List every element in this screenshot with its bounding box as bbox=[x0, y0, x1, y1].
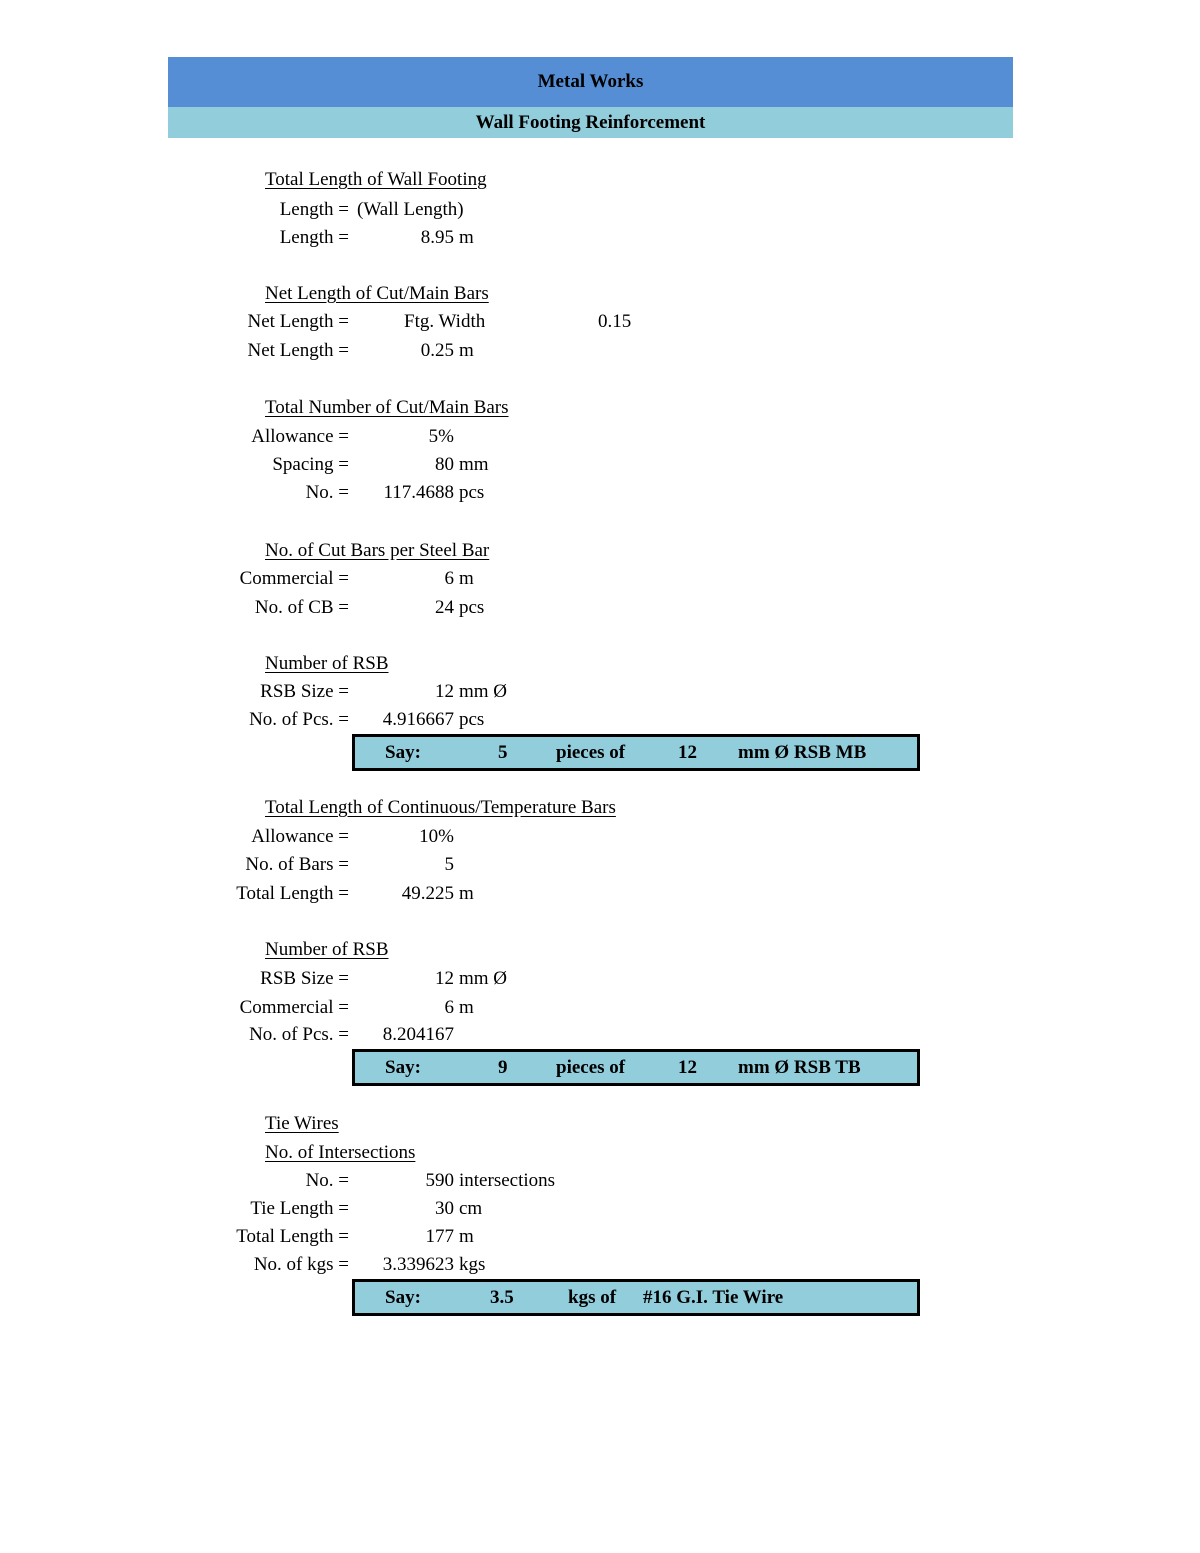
value: 0.15 bbox=[598, 311, 632, 332]
value: 8.204167 bbox=[382, 1024, 454, 1045]
label: Commercial = bbox=[239, 568, 349, 589]
unit: m bbox=[459, 568, 474, 589]
section-heading-number-of-rsb: Number of RSB bbox=[265, 653, 389, 674]
unit: intersections bbox=[459, 1170, 556, 1191]
value: 12 bbox=[435, 681, 454, 702]
label: No. of Pcs. = bbox=[249, 1024, 349, 1045]
unit: pcs bbox=[459, 709, 485, 730]
unit: m bbox=[459, 997, 474, 1018]
value: 0.25 bbox=[420, 340, 454, 361]
say-size: 12 bbox=[678, 742, 697, 763]
say-middle: pieces of bbox=[556, 742, 626, 763]
say-size: 12 bbox=[678, 1057, 697, 1078]
label: No. of kgs = bbox=[253, 1254, 349, 1275]
value: (Wall Length) bbox=[357, 199, 464, 220]
label: RSB Size = bbox=[260, 968, 349, 989]
say-quantity: 3.5 bbox=[490, 1287, 514, 1308]
section-heading-number-of-rsb-tb: Number of RSB bbox=[265, 939, 389, 960]
say-box-main-bars bbox=[352, 734, 920, 771]
value: 117.4688 bbox=[383, 482, 454, 503]
value: Ftg. Width bbox=[404, 311, 486, 332]
say-box-temperature-bars bbox=[352, 1049, 920, 1086]
section-heading-wall-footing-length: Total Length of Wall Footing bbox=[265, 169, 487, 190]
value: 30 bbox=[435, 1198, 454, 1219]
label: Length = bbox=[279, 199, 349, 220]
label: Total Length = bbox=[236, 1226, 349, 1247]
value: 6 bbox=[444, 568, 454, 589]
label: Commercial = bbox=[239, 997, 349, 1018]
label: Net Length = bbox=[247, 340, 349, 361]
sheet-title: Metal Works bbox=[168, 57, 1013, 107]
value: 590 bbox=[425, 1170, 454, 1191]
unit: kgs bbox=[459, 1254, 486, 1275]
value: 177 bbox=[425, 1226, 454, 1247]
unit: m bbox=[459, 340, 474, 361]
value: 5 bbox=[444, 854, 454, 875]
section-heading-total-number: Total Number of Cut/Main Bars bbox=[265, 397, 509, 418]
say-middle: kgs of bbox=[568, 1287, 617, 1308]
say-middle: pieces of bbox=[556, 1057, 626, 1078]
say-description: mm Ø RSB TB bbox=[738, 1057, 861, 1078]
say-description: mm Ø RSB MB bbox=[738, 742, 867, 763]
label: No. of Bars = bbox=[245, 854, 349, 875]
label: Total Length = bbox=[236, 883, 349, 904]
unit: m bbox=[459, 1226, 474, 1247]
unit: pcs bbox=[459, 597, 485, 618]
label: Net Length = bbox=[247, 311, 349, 332]
section-heading-temperature-bars: Total Length of Continuous/Temperature Bars bbox=[265, 797, 616, 818]
label: Allowance = bbox=[251, 426, 349, 447]
say-label: Say: bbox=[385, 1287, 421, 1308]
label: Length = bbox=[279, 227, 349, 248]
say-label: Say: bbox=[385, 1057, 421, 1078]
label: RSB Size = bbox=[260, 681, 349, 702]
section-heading-cut-bars: No. of Cut Bars per Steel Bar bbox=[265, 540, 490, 561]
value: 10% bbox=[419, 826, 454, 847]
value: 8.95 bbox=[420, 227, 454, 248]
say-box-tie-wire bbox=[352, 1279, 920, 1316]
say-description: #16 G.I. Tie Wire bbox=[643, 1287, 784, 1308]
label: No. = bbox=[305, 482, 349, 503]
label: Allowance = bbox=[251, 826, 349, 847]
section-subheading-intersections: No. of Intersections bbox=[265, 1142, 416, 1163]
unit: mm bbox=[459, 454, 489, 475]
value: 4.916667 bbox=[382, 709, 454, 730]
label: No. of Pcs. = bbox=[249, 709, 349, 730]
value: 3.339623 bbox=[382, 1254, 454, 1275]
say-quantity: 5 bbox=[498, 742, 508, 763]
section-heading-tie-wires: Tie Wires bbox=[265, 1113, 339, 1134]
value: 49.225 bbox=[401, 883, 454, 904]
unit: pcs bbox=[459, 482, 485, 503]
sheet-subtitle: Wall Footing Reinforcement bbox=[168, 107, 1013, 138]
label: Tie Length = bbox=[250, 1198, 349, 1219]
label: No. = bbox=[305, 1170, 349, 1191]
section-heading-net-length: Net Length of Cut/Main Bars bbox=[265, 283, 489, 304]
say-label: Say: bbox=[385, 742, 421, 763]
label: No. of CB = bbox=[254, 597, 349, 618]
say-quantity: 9 bbox=[498, 1057, 508, 1078]
unit: mm Ø bbox=[459, 681, 508, 702]
value: 80 bbox=[435, 454, 454, 475]
value: 12 bbox=[435, 968, 454, 989]
label: Spacing = bbox=[272, 454, 349, 475]
value: 24 bbox=[435, 597, 454, 618]
unit: mm Ø bbox=[459, 968, 508, 989]
unit: cm bbox=[459, 1198, 483, 1219]
value: 6 bbox=[444, 997, 454, 1018]
unit: m bbox=[459, 883, 474, 904]
value: 5% bbox=[428, 426, 454, 447]
unit: m bbox=[459, 227, 474, 248]
